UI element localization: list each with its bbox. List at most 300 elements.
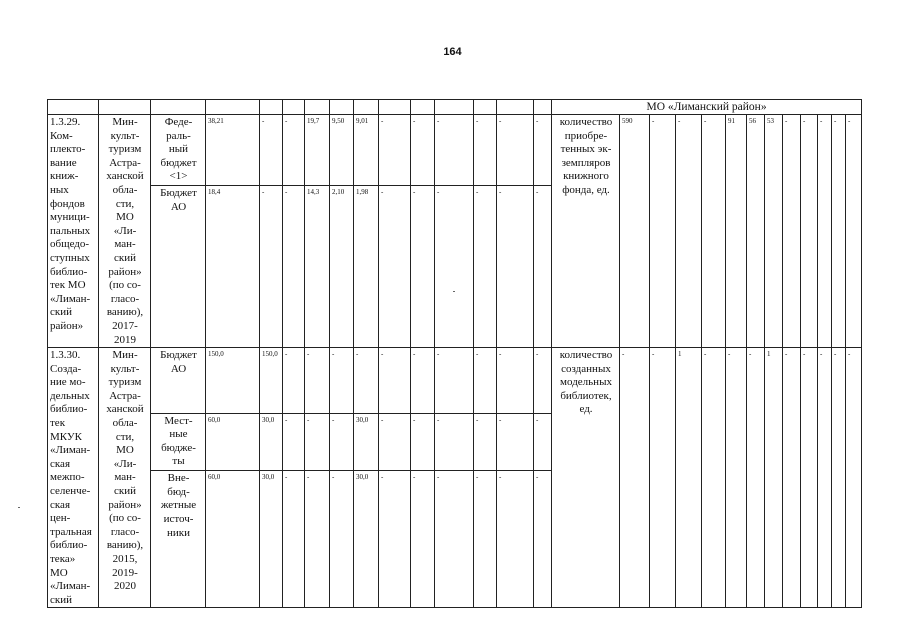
executor-cell-line: «Ли- <box>113 457 137 470</box>
indicator-name-cell-line: ед. <box>579 403 593 416</box>
executor-cell <box>99 115 151 348</box>
funding-value-cell-text: 19,7 <box>307 117 320 125</box>
executor-cell-line: Мин- <box>112 349 138 362</box>
executor-cell-line: ман- <box>114 238 136 251</box>
measure-number-cell <box>48 348 99 608</box>
funding-value-cell <box>411 348 435 413</box>
funding-source-cell <box>151 348 206 413</box>
indicator-value-cell-text: - <box>652 117 655 125</box>
executor-cell-line: ман- <box>114 471 136 484</box>
indicator-name-cell <box>552 115 620 348</box>
indicator-value-cell <box>676 348 702 608</box>
empty-cell <box>497 100 534 115</box>
funding-value-cell-text: - <box>536 473 539 482</box>
executor-cell-line: «Ли- <box>113 224 137 237</box>
funding-value-cell-text: - <box>285 350 288 359</box>
funding-source-cell-line: бюд- <box>167 485 190 498</box>
measure-number-cell-line: Созда- <box>50 362 82 375</box>
funding-value-cell <box>260 413 283 471</box>
measure-number-cell-line: пальных <box>50 224 91 237</box>
executor-cell-line: 2019- <box>112 566 138 579</box>
funding-value-cell <box>474 115 497 186</box>
scan-artifact <box>18 507 20 508</box>
indicator-value-cell <box>620 348 650 608</box>
measure-number-cell-line: тек <box>50 417 66 430</box>
funding-value-cell-text: - <box>332 350 335 359</box>
measure-number-cell-line: цен- <box>50 512 71 525</box>
funding-source-cell <box>151 115 206 186</box>
funding-value-cell <box>260 185 283 347</box>
funding-value-cell-text: - <box>413 117 416 125</box>
funding-value-cell <box>283 348 305 413</box>
funding-value-cell <box>534 471 552 608</box>
empty-cell <box>305 100 330 115</box>
funding-value-cell-text: - <box>381 350 384 359</box>
funding-value-cell <box>379 185 411 347</box>
measure-number-cell-line: «Лиман- <box>50 444 91 457</box>
indicator-name-cell-line: количество <box>559 116 613 128</box>
funding-value-cell <box>497 185 534 347</box>
funding-value-cell-text: 9,01 <box>356 117 369 125</box>
executor-cell-line: МО <box>116 444 134 457</box>
indicator-value-cell <box>846 115 862 348</box>
indicator-value-cell-text: 1 <box>767 350 771 359</box>
funding-value-cell <box>330 185 354 347</box>
measure-number-cell-line: дельных <box>50 389 90 402</box>
funding-value-cell-text: - <box>536 117 539 125</box>
measure-number-cell-line: 1.3.30. <box>50 349 81 362</box>
funding-value-cell-text: - <box>413 415 416 424</box>
funding-value-cell <box>305 348 330 413</box>
funding-value-cell <box>354 348 379 413</box>
funding-value-cell <box>435 185 474 347</box>
empty-cell <box>99 100 151 115</box>
funding-value-cell <box>330 348 354 413</box>
funding-value-cell <box>411 471 435 608</box>
executor-cell-line: культ- <box>110 362 140 375</box>
executor-cell-line: (по со- <box>109 512 141 525</box>
empty-cell <box>206 100 260 115</box>
executor-cell-line: ванию), <box>106 539 144 552</box>
funding-value-cell <box>206 471 260 608</box>
funding-value-cell-text: - <box>499 350 502 359</box>
executor-cell-line: 2015, <box>112 553 138 565</box>
executor-cell-line: ский <box>114 485 136 498</box>
indicator-value-cell-text: - <box>820 350 823 359</box>
indicator-name-cell-line: созданных <box>561 362 611 375</box>
funding-value-cell-text: - <box>476 117 479 125</box>
funding-source-cell-line: Бюджет <box>160 186 197 199</box>
executor-cell-line: гласо- <box>110 292 140 305</box>
indicator-value-cell <box>765 348 783 608</box>
indicator-value-cell-text: - <box>848 117 851 125</box>
funding-source-cell-line: ные <box>169 428 188 441</box>
funding-value-cell-text: - <box>413 187 416 196</box>
indicator-value-cell <box>726 115 747 348</box>
funding-value-cell <box>534 115 552 186</box>
indicator-value-cell-text: - <box>652 350 655 359</box>
funding-value-cell-text: - <box>332 473 335 482</box>
measure-number-cell-line: ская <box>50 498 71 511</box>
funding-source-cell-line: ники <box>166 526 190 539</box>
indicator-value-cell <box>783 348 801 608</box>
indicator-value-cell-text: 590 <box>622 117 633 125</box>
funding-value-cell <box>534 413 552 471</box>
indicator-value-cell-text: - <box>678 117 681 125</box>
funding-value-cell-text: 14,3 <box>307 187 320 196</box>
funding-value-cell-text: - <box>307 415 310 424</box>
indicator-value-cell <box>783 115 801 348</box>
funding-value-cell <box>379 115 411 186</box>
funding-source-cell-line: раль- <box>166 129 191 142</box>
indicator-value-cell-text: 53 <box>767 117 774 125</box>
funding-value-cell-text: - <box>499 473 502 482</box>
funding-value-cell-text: - <box>285 117 288 125</box>
funding-value-cell-text: - <box>476 187 479 196</box>
funding-value-cell <box>435 348 474 413</box>
measure-number-cell-line: тека» <box>50 553 76 565</box>
funding-value-cell-text: - <box>381 415 384 424</box>
funding-value-cell-text: - <box>437 187 440 196</box>
funding-value-cell <box>534 185 552 347</box>
empty-cell <box>534 100 552 115</box>
funding-value-cell <box>534 348 552 413</box>
funding-value-cell <box>379 348 411 413</box>
funding-value-cell-text: - <box>285 473 288 482</box>
funding-value-cell-text: 2,10 <box>332 187 345 196</box>
funding-value-cell <box>330 413 354 471</box>
funding-value-cell-text: - <box>536 350 539 359</box>
executor-cell-line: (по со- <box>109 279 141 292</box>
funding-value-cell <box>474 471 497 608</box>
funding-value-cell-text: - <box>536 187 539 196</box>
funding-value-cell-text: - <box>356 350 359 359</box>
funding-value-cell-text: - <box>307 473 310 482</box>
indicator-value-cell <box>846 348 862 608</box>
funding-value-cell <box>354 115 379 186</box>
scan-artifact <box>453 291 455 292</box>
indicator-value-cell-text: - <box>785 117 788 125</box>
funding-value-cell-text: - <box>476 350 479 359</box>
indicator-value-cell-text: - <box>820 117 823 125</box>
funding-value-cell-text: 30,0 <box>356 415 369 424</box>
funding-value-cell-text: 30,0 <box>262 415 275 424</box>
indicator-value-cell-text: - <box>704 117 707 125</box>
indicator-value-cell <box>832 348 846 608</box>
executor-cell-line: 2017- <box>112 319 138 332</box>
measure-number-cell-line: ская <box>50 457 71 470</box>
funding-value-cell-text: - <box>262 187 265 196</box>
funding-value-cell <box>354 413 379 471</box>
measure-number-cell-line: 1.3.29. <box>50 116 81 128</box>
measure-number-cell-line: Ком- <box>50 129 73 142</box>
indicator-value-cell <box>818 348 832 608</box>
funding-value-cell-text: 1,98 <box>356 187 369 196</box>
funding-source-cell-line: бюджет <box>160 156 197 169</box>
indicator-value-cell <box>620 115 650 348</box>
indicator-value-cell-text: 1 <box>678 350 682 359</box>
funding-value-cell-text: 60,0 <box>208 415 221 424</box>
funding-value-cell-text: 150,0 <box>262 350 278 359</box>
funding-value-cell <box>411 413 435 471</box>
funding-value-cell-text: - <box>332 415 335 424</box>
measure-number-cell-line: селенче- <box>50 485 91 498</box>
indicator-value-cell <box>747 115 765 348</box>
funding-value-cell <box>435 115 474 186</box>
measure-number-cell-line: МО <box>50 566 68 579</box>
funding-source-cell <box>151 471 206 608</box>
indicator-value-cell <box>801 348 818 608</box>
measure-number-cell <box>48 115 99 348</box>
funding-value-cell <box>435 471 474 608</box>
funding-value-cell <box>206 185 260 347</box>
measure-number-cell-line: общедо- <box>50 238 90 251</box>
funding-value-cell <box>330 471 354 608</box>
funding-value-cell <box>474 413 497 471</box>
funding-value-cell-text: - <box>413 350 416 359</box>
funding-source-cell-line: <1> <box>169 170 188 183</box>
funding-value-cell <box>354 185 379 347</box>
funding-value-cell-text: - <box>262 117 265 125</box>
measure-number-cell-line: фондов <box>50 197 85 210</box>
executor-cell-line: гласо- <box>110 525 140 538</box>
funding-value-cell <box>379 413 411 471</box>
measure-number-cell-line: библио- <box>50 539 88 552</box>
executor-cell-line: обла- <box>112 417 138 430</box>
funding-value-cell <box>411 185 435 347</box>
measure-number-cell-line: книж- <box>50 170 79 183</box>
indicator-value-cell-text: - <box>622 350 625 359</box>
executor-cell-line: туризм <box>108 376 142 389</box>
funding-source-cell-line: источ- <box>163 513 194 526</box>
measure-number-cell-line: район» <box>50 319 84 332</box>
funding-value-cell-text: - <box>499 415 502 424</box>
program-table <box>47 99 862 608</box>
funding-value-cell-text: - <box>413 473 416 482</box>
funding-source-cell-line: ты <box>172 455 185 468</box>
funding-value-cell-text: - <box>381 473 384 482</box>
executor-cell-line: туризм <box>108 143 142 156</box>
funding-value-cell-text: 30,0 <box>262 473 275 482</box>
measure-number-cell-line: межпо- <box>50 471 85 484</box>
indicator-value-cell <box>818 115 832 348</box>
executor-cell-line: обла- <box>112 183 138 196</box>
funding-source-cell-line: ный <box>168 143 189 156</box>
funding-value-cell-text: 60,0 <box>208 473 221 482</box>
funding-value-cell <box>497 115 534 186</box>
measure-number-cell-line: ние мо- <box>50 376 86 389</box>
indicator-value-cell-text: - <box>803 117 806 125</box>
indicator-value-cell-text: 91 <box>728 117 735 125</box>
executor-cell-line: культ- <box>110 129 140 142</box>
measure-number-cell-line: ский <box>50 593 72 606</box>
measure-number-cell-line: МКУК <box>50 430 83 443</box>
funding-value-cell-text: - <box>437 415 440 424</box>
funding-source-cell-line: АО <box>170 362 187 375</box>
funding-value-cell <box>305 413 330 471</box>
indicator-value-cell <box>726 348 747 608</box>
indicator-value-cell-text: - <box>728 350 731 359</box>
indicator-value-cell <box>765 115 783 348</box>
executor-cell-line: 2019 <box>114 333 136 346</box>
measure-number-cell-line: ский <box>50 306 72 319</box>
funding-value-cell <box>283 413 305 471</box>
empty-cell <box>151 100 206 115</box>
empty-cell <box>283 100 305 115</box>
indicator-name-cell-line: тенных эк- <box>560 143 612 156</box>
indicator-name-cell-line: количество <box>559 349 613 362</box>
funding-value-cell <box>497 413 534 471</box>
measure-number-cell-line: тральная <box>50 525 92 538</box>
indicator-value-cell <box>650 115 676 348</box>
indicator-value-cell <box>650 348 676 608</box>
indicator-name-cell-line: земпляров <box>561 156 611 169</box>
indicator-value-cell <box>702 115 726 348</box>
indicator-name-cell <box>552 348 620 608</box>
funding-value-cell <box>354 471 379 608</box>
funding-value-cell-text: 18,4 <box>208 187 221 196</box>
funding-value-cell-text: - <box>437 117 440 125</box>
executor-cell-line: сти, <box>115 197 135 210</box>
funding-source-cell-line: Бюджет <box>160 349 197 362</box>
indicator-value-cell-text: - <box>803 350 806 359</box>
funding-value-cell <box>305 185 330 347</box>
executor-cell-line: ханской <box>106 403 144 416</box>
indicator-value-cell-text: - <box>848 350 851 359</box>
funding-value-cell <box>260 471 283 608</box>
funding-source-cell <box>151 413 206 471</box>
funding-value-cell-text: - <box>437 473 440 482</box>
executor-cell-line: МО <box>116 211 134 224</box>
funding-value-cell-text: 38,21 <box>208 117 224 125</box>
executor-cell <box>99 348 151 608</box>
indicator-value-cell-text: - <box>749 350 752 359</box>
funding-source-cell-line: бюдже- <box>161 441 196 454</box>
funding-value-cell <box>260 348 283 413</box>
funding-value-cell-text: - <box>476 415 479 424</box>
funding-value-cell <box>411 115 435 186</box>
indicator-name-cell-line: книжного <box>563 170 609 183</box>
measure-number-cell-line: плекто- <box>50 143 86 156</box>
funding-value-cell-text: - <box>285 415 288 424</box>
funding-value-cell-text: - <box>285 187 288 196</box>
indicator-value-cell <box>832 115 846 348</box>
funding-source-cell-line: жетные <box>160 499 197 512</box>
funding-value-cell <box>206 348 260 413</box>
funding-value-cell <box>260 115 283 186</box>
indicator-value-cell <box>676 115 702 348</box>
measure-number-cell-line: «Лиман- <box>50 292 91 305</box>
executor-cell-line: Астра- <box>109 156 141 169</box>
executor-cell-line: Мин- <box>112 116 138 128</box>
measure-number-cell-line: муници- <box>50 211 90 224</box>
executor-cell-line: Астра- <box>109 389 141 402</box>
executor-cell-line: район» <box>108 498 142 511</box>
funding-value-cell <box>435 413 474 471</box>
funding-value-cell-text: - <box>499 187 502 196</box>
indicator-value-cell-text: - <box>704 350 707 359</box>
measure-number-cell-line: библио- <box>50 265 88 278</box>
funding-source-cell-line: Мест- <box>164 414 193 427</box>
funding-value-cell-text: - <box>476 473 479 482</box>
measure-number-cell-line: библио- <box>50 403 88 416</box>
empty-cell <box>411 100 435 115</box>
funding-value-cell <box>474 348 497 413</box>
executor-cell-line: ский <box>114 251 136 264</box>
table-row <box>48 348 862 413</box>
funding-value-cell <box>305 471 330 608</box>
empty-cell <box>48 100 99 115</box>
funding-value-cell-text: - <box>499 117 502 125</box>
funding-value-cell <box>305 115 330 186</box>
funding-value-cell-text: 150,0 <box>208 350 224 359</box>
executor-cell-line: ванию), <box>106 306 144 319</box>
executor-cell-line: район» <box>108 265 142 278</box>
funding-source-cell-line: Феде- <box>164 116 193 128</box>
funding-value-cell <box>283 185 305 347</box>
funding-source-cell-line: АО <box>170 200 187 213</box>
empty-cell <box>260 100 283 115</box>
funding-value-cell-text: - <box>536 415 539 424</box>
executor-cell-line: 2020 <box>114 580 136 593</box>
funding-value-cell <box>497 471 534 608</box>
executor-cell-line: сти, <box>115 430 135 443</box>
funding-value-cell <box>283 115 305 186</box>
indicator-value-cell <box>702 348 726 608</box>
measure-number-cell-line: тек МО <box>50 279 86 292</box>
indicator-value-cell <box>801 115 818 348</box>
funding-value-cell-text: - <box>381 187 384 196</box>
funding-value-cell <box>206 115 260 186</box>
funding-value-cell-text: - <box>437 350 440 359</box>
funding-value-cell <box>497 348 534 413</box>
indicator-value-cell-text: 56 <box>749 117 756 125</box>
measure-number-cell-line: вание <box>50 156 77 169</box>
empty-cell <box>379 100 411 115</box>
page-number: 164 <box>443 46 462 58</box>
empty-cell <box>354 100 379 115</box>
funding-value-cell-text: 9,50 <box>332 117 345 125</box>
funding-source-cell-line: Вне- <box>167 472 190 485</box>
funding-value-cell <box>206 413 260 471</box>
empty-cell <box>435 100 474 115</box>
funding-value-cell-text: - <box>307 350 310 359</box>
executor-cell-line: ханской <box>106 170 144 183</box>
funding-value-cell <box>379 471 411 608</box>
funding-value-cell <box>474 185 497 347</box>
indicator-name-cell-line: фонда, ед. <box>562 183 610 196</box>
indicator-value-cell-text: - <box>785 350 788 359</box>
table-row <box>48 115 862 186</box>
funding-value-cell <box>330 115 354 186</box>
funding-source-cell <box>151 185 206 347</box>
empty-cell <box>474 100 497 115</box>
funding-value-cell-text: - <box>381 117 384 125</box>
section-header-row <box>48 100 862 115</box>
funding-value-cell-text: 30,0 <box>356 473 369 482</box>
measure-number-cell-line: ных <box>50 183 69 196</box>
empty-cell <box>330 100 354 115</box>
section-header: МО «Лиманский район» <box>552 100 862 115</box>
indicator-value-cell-text: - <box>834 117 837 125</box>
indicator-name-cell-line: модельных <box>560 376 612 389</box>
measure-number-cell-line: ступных <box>50 251 90 264</box>
indicator-name-cell-line: приобре- <box>564 129 608 142</box>
indicator-value-cell <box>747 348 765 608</box>
measure-number-cell-line: «Лиман- <box>50 580 91 593</box>
funding-value-cell <box>283 471 305 608</box>
indicator-name-cell-line: библиотек, <box>560 389 612 402</box>
